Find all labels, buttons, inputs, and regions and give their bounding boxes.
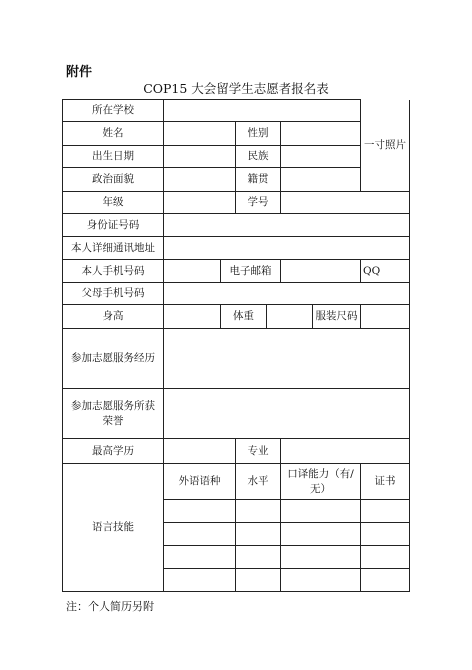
label-id-number: 身份证号码 [63,214,164,237]
label-parent-mobile: 父母手机号码 [63,283,164,305]
form-title: COP15 大会留学生志愿者报名表 [143,81,329,96]
level-cell[interactable] [236,569,281,592]
language-cell[interactable] [164,523,236,546]
label-birth-date: 出生日期 [63,146,164,168]
label-language-skills: 语言技能 [63,464,164,592]
label-photo: 一寸照片 [364,139,407,152]
label-major: 专业 [236,439,281,464]
label-grade: 年级 [63,192,164,214]
photo-box[interactable] [361,100,410,192]
certificate-cell[interactable] [361,500,410,523]
school-field[interactable] [164,100,361,122]
certificate-cell[interactable] [361,569,410,592]
volunteer-experience-field[interactable] [164,329,410,389]
language-cell[interactable] [164,546,236,569]
interpreting-cell[interactable] [281,500,361,523]
level-cell[interactable] [236,500,281,523]
clothing-size-field[interactable] [361,305,410,329]
language-cell[interactable] [164,500,236,523]
footer-note: 注：个人简历另附 [66,600,154,613]
interpreting-cell[interactable] [281,546,361,569]
label-political-status: 政治面貌 [63,168,164,192]
interpreting-cell[interactable] [281,569,361,592]
label-gender: 性别 [236,122,281,146]
gender-field[interactable] [281,122,361,146]
certificate-cell[interactable] [361,546,410,569]
level-cell[interactable] [236,523,281,546]
highest-degree-field[interactable] [164,439,236,464]
grade-field[interactable] [164,192,236,214]
parent-mobile-field[interactable] [164,283,410,305]
label-name: 姓名 [63,122,164,146]
label-ethnicity: 民族 [236,146,281,168]
header-level: 水平 [236,464,281,500]
birth-date-field[interactable] [164,146,236,168]
height-field[interactable] [164,305,221,329]
label-native-place: 籍贯 [236,168,281,192]
certificate-cell[interactable] [361,523,410,546]
political-status-field[interactable] [164,168,236,192]
volunteer-honors-field[interactable] [164,389,410,439]
label-clothing-size: 服装尺码 [313,305,361,329]
qq-label-text: QQ [363,264,381,277]
label-mobile: 本人手机号码 [63,260,164,283]
address-field[interactable] [164,237,410,260]
ethnicity-field[interactable] [281,146,361,168]
label-qq [361,260,410,283]
email-field[interactable] [281,260,361,283]
header-interpreting: 口译能力（有/无） [281,464,361,500]
weight-field[interactable] [267,305,313,329]
registration-form-table [62,99,410,592]
label-height: 身高 [63,305,164,329]
label-highest-degree: 最高学历 [63,439,164,464]
label-student-id: 学号 [236,192,281,214]
label-volunteer-experience: 参加志愿服务经历 [63,329,164,389]
level-cell[interactable] [236,546,281,569]
id-number-field[interactable] [164,214,410,237]
student-id-field[interactable] [281,192,410,214]
label-school: 所在学校 [63,100,164,122]
label-address: 本人详细通讯地址 [63,237,164,260]
major-field[interactable] [281,439,410,464]
header-certificate: 证书 [361,464,410,500]
native-place-field[interactable] [281,168,361,192]
label-weight: 体重 [221,305,267,329]
label-email: 电子邮箱 [221,260,281,283]
mobile-field[interactable] [164,260,221,283]
name-field[interactable] [164,122,236,146]
header-foreign-language: 外语语种 [164,464,236,500]
label-volunteer-honors: 参加志愿服务所获荣誉 [63,389,164,439]
attachment-label: 附件 [66,65,93,80]
language-cell[interactable] [164,569,236,592]
interpreting-cell[interactable] [281,523,361,546]
